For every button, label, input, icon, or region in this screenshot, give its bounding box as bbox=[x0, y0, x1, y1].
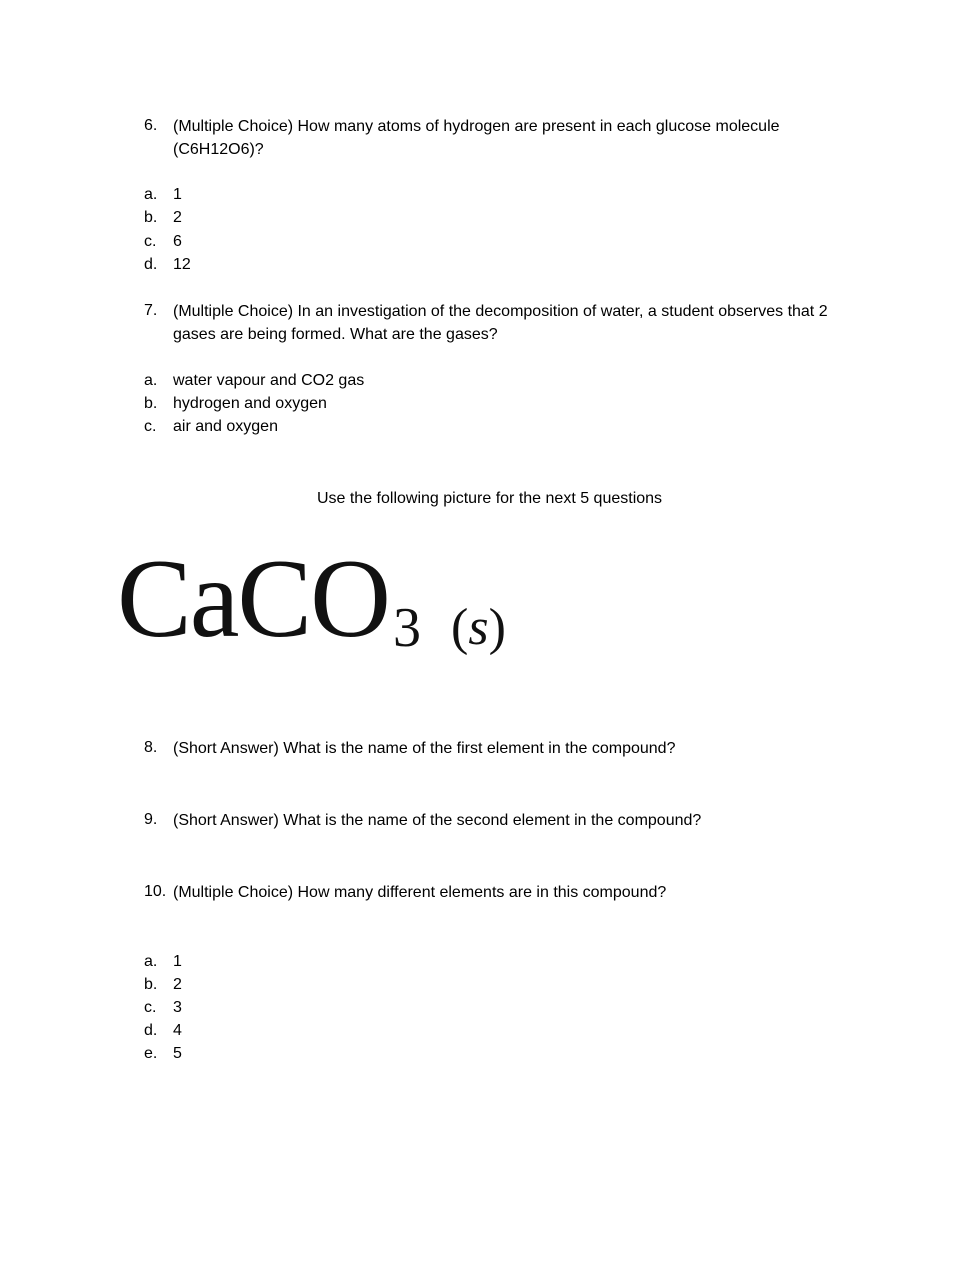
chemical-formula-image bbox=[117, 535, 506, 664]
option-text: 5 bbox=[173, 1045, 182, 1062]
option-letter: b. bbox=[144, 209, 158, 226]
question-number: 9. bbox=[144, 811, 158, 828]
option-letter: d. bbox=[144, 256, 158, 273]
formula-state-letter: s bbox=[468, 599, 489, 656]
option-text: 1 bbox=[173, 953, 182, 970]
question-text: (Short Answer) What is the name of the first element in the compound? bbox=[173, 740, 676, 757]
option-letter: c. bbox=[144, 999, 157, 1016]
formula-paren: ( bbox=[451, 599, 469, 656]
option-letter: c. bbox=[144, 418, 157, 435]
option-text: 3 bbox=[173, 999, 182, 1016]
option-letter: a. bbox=[144, 953, 158, 970]
formula-main: CaCO bbox=[117, 537, 389, 661]
option-text: water vapour and CO2 gas bbox=[173, 372, 365, 389]
option-letter: d. bbox=[144, 1022, 158, 1039]
formula-subscript: 3 bbox=[393, 597, 421, 659]
option-text: hydrogen and oxygen bbox=[173, 395, 327, 412]
question-text bbox=[173, 115, 780, 161]
option-text: 12 bbox=[173, 256, 191, 273]
question-text: (Multiple Choice) How many different elements are in this compound? bbox=[173, 884, 667, 901]
option-text: 4 bbox=[173, 1022, 182, 1039]
question-number: 8. bbox=[144, 739, 158, 756]
option-letter: c. bbox=[144, 233, 157, 250]
option-letter: a. bbox=[144, 186, 158, 203]
option-text: 6 bbox=[173, 233, 182, 250]
option-letter: b. bbox=[144, 395, 158, 412]
option-text: 2 bbox=[173, 976, 182, 993]
question-text: (Short Answer) What is the name of the second element in the compound? bbox=[173, 812, 702, 829]
formula-paren: ) bbox=[488, 599, 506, 656]
question-text-line: gases are being formed. What are the gases? bbox=[173, 326, 498, 343]
question-number: 10. bbox=[144, 883, 167, 900]
option-letter: b. bbox=[144, 976, 158, 993]
question-text-line: (Multiple Choice) In an investigation of the decomposition of water, a student observes that 2 bbox=[173, 303, 828, 320]
option-letter: a. bbox=[144, 372, 158, 389]
option-text: 2 bbox=[173, 209, 182, 226]
question-number: 6. bbox=[144, 117, 158, 134]
question-text bbox=[173, 300, 828, 346]
option-text: 1 bbox=[173, 186, 182, 203]
question-text-line: (Multiple Choice) How many atoms of hydrogen are present in each glucose molecule bbox=[173, 118, 780, 135]
option-text: air and oxygen bbox=[173, 418, 278, 435]
option-letter: e. bbox=[144, 1045, 158, 1062]
question-number: 7. bbox=[144, 302, 158, 319]
formula-state bbox=[451, 599, 506, 656]
question-text-line: (C6H12O6)? bbox=[173, 141, 264, 158]
picture-caption: Use the following picture for the next 5 questions bbox=[316, 490, 663, 507]
